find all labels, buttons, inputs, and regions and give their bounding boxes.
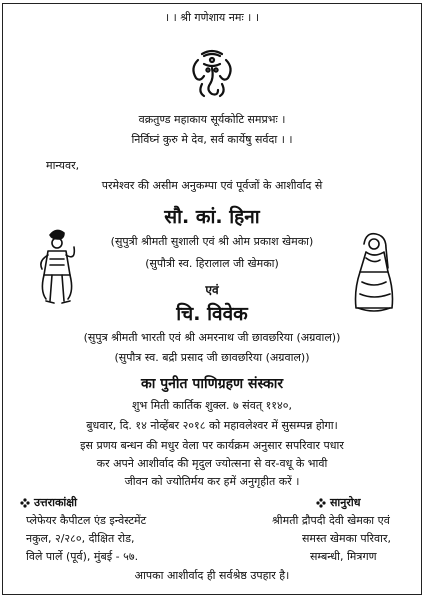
- ceremony-line-2: बुधवार, दि. १४ नोव्हेंबर २०१८ को महावलेश्वर में सुसम्पन्न होगा।: [86, 419, 338, 432]
- conjunction: एवं: [205, 283, 219, 297]
- blessing-line: परमेश्वर की असीम अनुकम्पा एवं पूर्वजों के आशीर्वाद से: [101, 179, 323, 192]
- right-line-3: सम्बन्धी, मित्रगण: [310, 550, 377, 563]
- left-heading-text: उत्तराकांक्षी: [34, 496, 78, 509]
- right-line-1: श्रीमती द्रौपदी देवी खेमका एवं: [272, 514, 390, 527]
- bride-grandparents: (सुपौत्री स्व. हिरालाल जी खेमका): [145, 257, 279, 270]
- left-line-1: प्लेफेयर कैपीटल एंड इन्वेस्टमेंट: [26, 514, 147, 527]
- left-line-2: नकुल, २/२८०, दीक्षित रोड,: [26, 532, 135, 545]
- groom-parents: (सुपुत्र श्रीमती भारती एवं श्री अमरनाथ जी छावछरिया (अग्रवाल)): [83, 331, 341, 344]
- left-heading: [20, 497, 77, 512]
- ceremony-line-4: कर अपने आशीर्वाद की मृदुल ज्योत्सना से वर-वधू के भावी: [96, 457, 328, 470]
- right-heading: [316, 497, 361, 512]
- shloka-line-2: निर्विघ्नं कुरु मे देव, सर्व कार्येषु सर्वदा । ।: [131, 133, 293, 146]
- left-line-3: विले पार्ले (पूर्व), मुंबई - ५७.: [26, 550, 139, 563]
- right-line-2: समस्त खेमका परिवार,: [302, 532, 391, 545]
- right-heading-text: सानुरोध: [330, 496, 361, 509]
- bride-figure-icon: [350, 228, 398, 316]
- invocation: । । श्री गणेशाय नमः । ।: [164, 11, 260, 24]
- groom-grandparents: (सुपौत्र स्व. बद्री प्रसाद जी छावछरिया (अग्रवाल)): [114, 351, 310, 364]
- bride-name: सौ. कां. हिना: [164, 206, 260, 228]
- ceremony-title: का पुनीत पाणिग्रहण संस्कार: [140, 376, 284, 392]
- footer-line: आपका आशीर्वाद ही सर्वश्रेष्ठ उपहार है।: [134, 569, 290, 582]
- ceremony-line-5: जीवन को ज्योतिर्मय कर हमें अनुगृहीत करें ।: [124, 475, 300, 488]
- groom-name: चि. विवेक: [176, 303, 248, 325]
- shloka-line-1: वक्रतुण्ड महाकाय सूर्यकोटि समप्रभः ।: [138, 113, 286, 126]
- greeting: मान्यवर,: [46, 159, 80, 172]
- flower-ornament-icon: [20, 498, 30, 508]
- ceremony-line-3: इस प्रणय बन्धन की मधुर वेला पर कार्यक्रम अनुसार सपरिवार पधार: [80, 439, 344, 452]
- bride-parents: (सुपुत्री श्रीमती सुशाली एवं श्री ओम प्रकाश खेमका): [110, 235, 314, 248]
- ceremony-line-1: शुभ मिती कार्तिक शुक्ल. ७ संवत् ११४०,: [132, 399, 292, 412]
- flower-ornament-icon: [316, 498, 326, 508]
- groom-figure-icon: [30, 225, 86, 307]
- ganesha-icon: [184, 46, 240, 102]
